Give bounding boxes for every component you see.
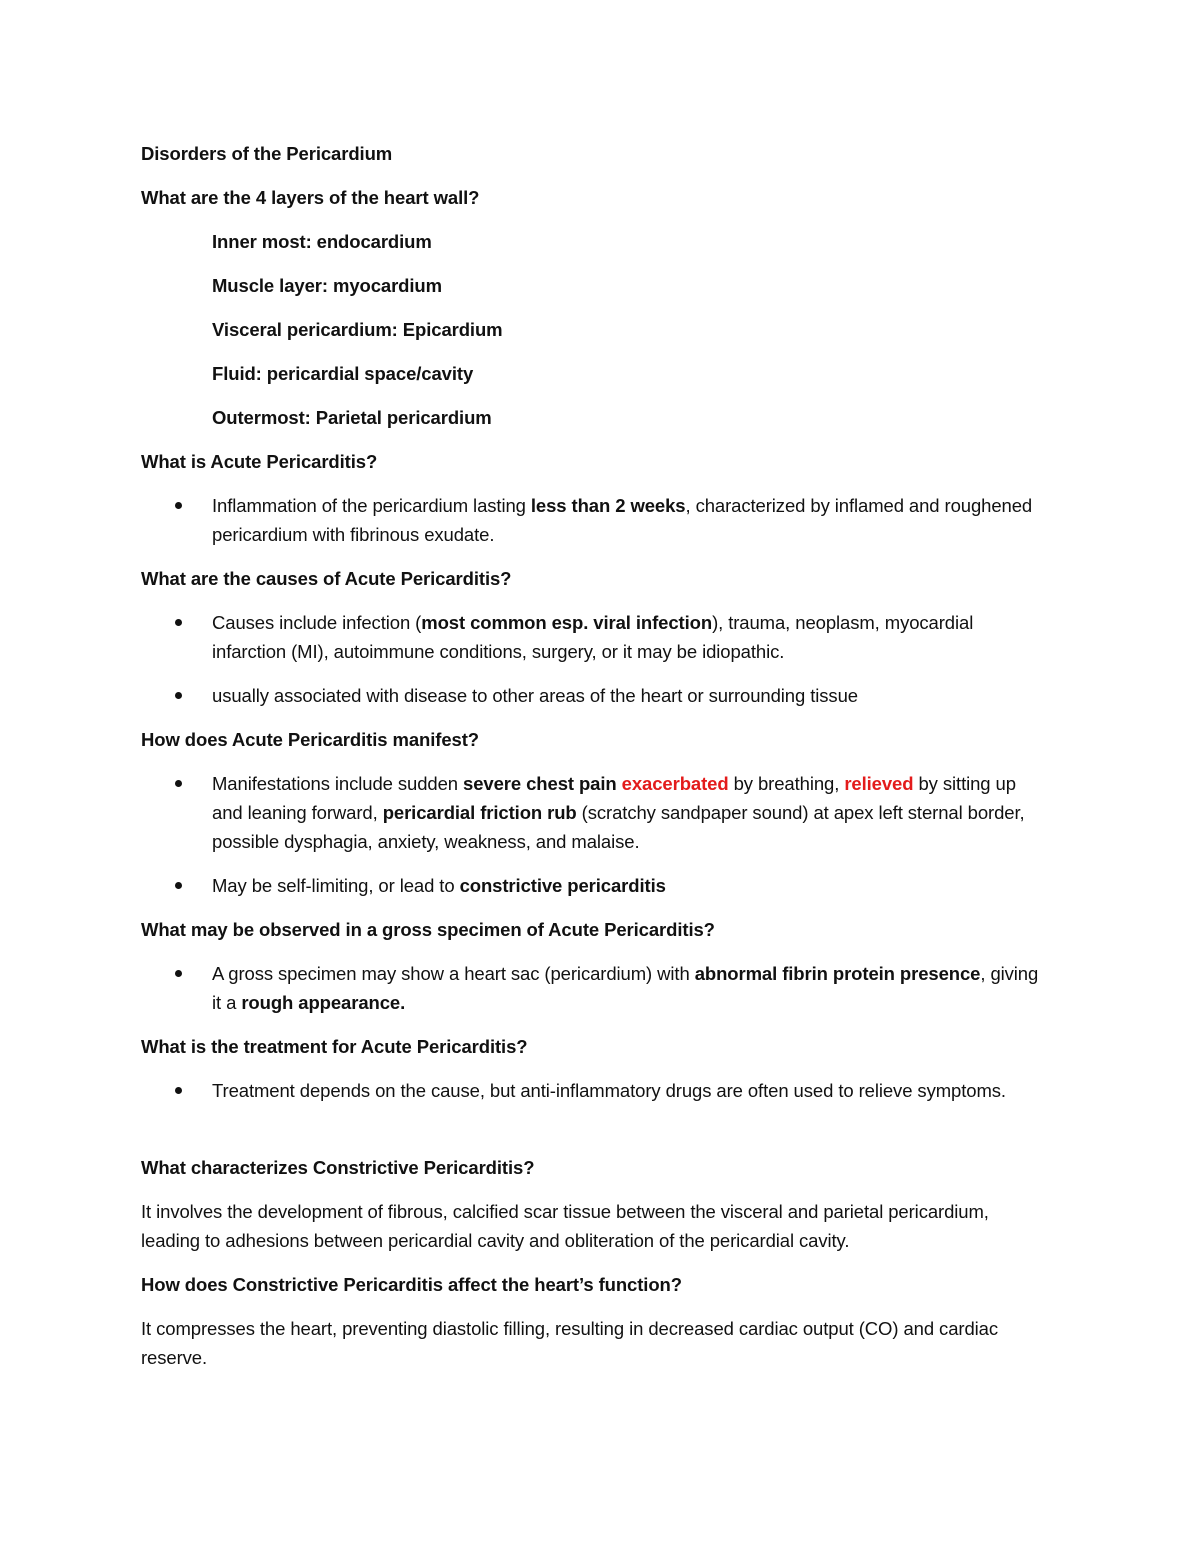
causes-list: [141, 608, 1051, 710]
layers-question: What are the 4 layers of the heart wall?: [141, 187, 480, 208]
bold-text-run: constrictive pericarditis: [459, 875, 666, 896]
list-item: [141, 1076, 1051, 1105]
document-title: Disorders of the Pericardium: [141, 143, 393, 164]
acute-definition-list: [141, 491, 1051, 549]
bold-text-run: rough appearance: [241, 992, 401, 1013]
document-body: [141, 139, 1051, 1387]
layer-item: Fluid: pericardial space/cavity: [212, 363, 474, 384]
bullet-icon: [175, 882, 182, 889]
gross-specimen-question: What may be observed in a gross specimen of Acute Pericarditis?: [141, 919, 715, 940]
text-run: Causes include infection (: [212, 612, 422, 633]
text-run: (scratchy sandpaper sound) at apex left sternal border, possible dysphagia, anxiety, weakness, and malaise.: [212, 802, 1025, 852]
layer-item: Visceral pericardium: Epicardium: [212, 319, 503, 340]
text-run: , giving it a: [212, 963, 1039, 1013]
text-run: A gross specimen may show a heart sac (pericardium) with: [212, 963, 695, 984]
function-answer: It compresses the heart, preventing diastolic filling, resulting in decreased cardiac output (CO) and cardiac reserve.: [141, 1318, 998, 1368]
text-run: Treatment depends on the cause, but anti-inflammatory drugs are often used to relieve symptoms.: [212, 1080, 1006, 1101]
bullet-icon: [175, 1087, 182, 1094]
manifest-question: How does Acute Pericarditis manifest?: [141, 729, 479, 750]
layer-item: Inner most: endocardium: [212, 231, 432, 252]
bold-text-run: pericardial friction rub: [382, 802, 577, 823]
bold-text-run: severe chest pain: [463, 773, 617, 794]
function-question: How does Constrictive Pericarditis affect the heart’s function?: [141, 1274, 682, 1295]
manifest-list: [141, 769, 1051, 900]
bold-text-run: less than 2 weeks: [530, 495, 686, 516]
constrictive-answer: It involves the development of fibrous, calcified scar tissue between the visceral and parietal pericardium, leading to adhesions between pericardial cavity and obliteration of the pericardial cavity.: [141, 1201, 989, 1251]
bullet-icon: [175, 780, 182, 787]
text-run: ), trauma, neoplasm, myocardial infarction (MI), autoimmune conditions, surgery, or it may be idiopathic.: [212, 612, 974, 662]
bold-text-run: most common esp. viral infection: [421, 612, 713, 633]
text-run: usually associated with disease to other areas of the heart or surrounding tissue: [212, 685, 858, 706]
list-item: [141, 491, 1051, 549]
constrictive-question: What characterizes Constrictive Pericarditis?: [141, 1157, 535, 1178]
causes-question: What are the causes of Acute Pericarditis?: [141, 568, 512, 589]
text-run: by breathing,: [728, 773, 845, 794]
bullet-icon: [175, 692, 182, 699]
text-run: by sitting up and leaning forward,: [212, 773, 1016, 823]
red-emphasis-text: exacerbated: [621, 773, 729, 794]
acute-definition-question: What is Acute Pericarditis?: [141, 451, 378, 472]
list-item: [141, 871, 1051, 900]
text-run: Inflammation of the pericardium lasting: [212, 495, 531, 516]
text-run: , characterized by inflamed and roughened pericardium with fibrinous exudate.: [212, 495, 1033, 545]
list-item: [141, 608, 1051, 666]
bullet-icon: [175, 619, 182, 626]
layer-item: Muscle layer: myocardium: [212, 275, 442, 296]
treatment-question: What is the treatment for Acute Pericarditis?: [141, 1036, 528, 1057]
layer-item: Outermost: Parietal pericardium: [212, 407, 492, 428]
red-emphasis-text: relieved: [844, 773, 914, 794]
bullet-icon: [175, 502, 182, 509]
list-item: [141, 769, 1051, 856]
bold-text-run: .: [400, 992, 406, 1013]
text-run: May be self-limiting, or lead to: [212, 875, 460, 896]
list-item: [141, 959, 1051, 1017]
bullet-icon: [175, 970, 182, 977]
blank-line: [141, 1120, 1051, 1153]
gross-specimen-list: [141, 959, 1051, 1017]
treatment-list: [141, 1076, 1051, 1105]
bold-text-run: abnormal fibrin protein presence: [694, 963, 981, 984]
list-item: [141, 681, 1051, 710]
text-run: Manifestations include sudden: [212, 773, 464, 794]
